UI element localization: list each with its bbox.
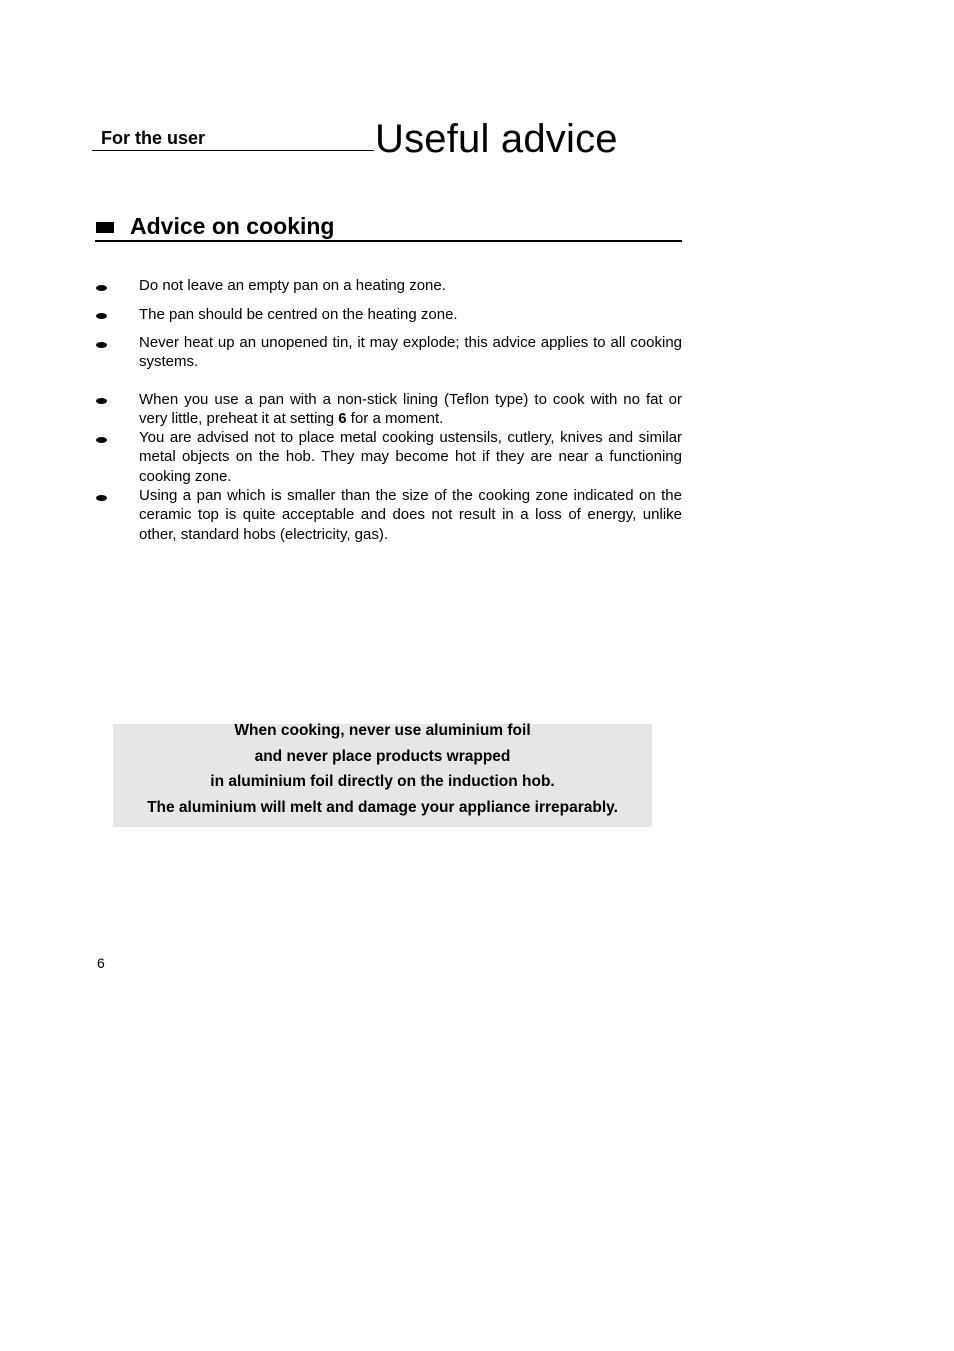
bullet-icon [96, 495, 107, 501]
page-title: Useful advice [375, 117, 618, 161]
subheading-underline [95, 240, 682, 242]
setting-value: 6 [338, 410, 347, 428]
warning-line: and never place products wrapped [254, 748, 511, 765]
advice-text-part: When you use a pan with a non-stick lining (Teflon type) to cook with no fat or very little, preheat it at setting [139, 391, 682, 428]
advice-text: The pan should be centred on the heating zone. [139, 306, 458, 323]
page-number: 6 [97, 955, 105, 971]
warning-line: in aluminium foil directly on the induction hob. [210, 773, 555, 790]
aluminium-warning-box [113, 724, 652, 827]
header-divider [92, 150, 374, 151]
bullet-icon [96, 398, 107, 404]
subheading: Advice on cooking [130, 213, 335, 239]
bullet-icon [96, 285, 107, 291]
square-bullet-icon [96, 222, 114, 233]
advice-text: Never heat up an unopened tin, it may explode; this advice applies to all cooking systems. [139, 334, 682, 371]
advice-text-part: for a moment. [346, 410, 444, 428]
advice-text [139, 390, 682, 429]
advice-text: Do not leave an empty pan on a heating zone. [139, 277, 446, 294]
section-label: For the user [101, 128, 206, 148]
bullet-icon [96, 342, 107, 348]
bullet-icon [96, 437, 107, 443]
advice-text: You are advised not to place metal cooking ustensils, cutlery, knives and similar metal objects on the hob. They may become hot if they are near a functioning cooking zone. [139, 429, 682, 485]
advice-text: Using a pan which is smaller than the size of the cooking zone indicated on the ceramic top is quite acceptable and does not result in a loss of energy, unlike other, standard hobs (electricity, gas). [139, 487, 682, 543]
bullet-icon [96, 313, 107, 319]
warning-line: The aluminium will melt and damage your appliance irreparably. [147, 799, 618, 816]
warning-line: When cooking, never use aluminium foil [234, 722, 531, 739]
